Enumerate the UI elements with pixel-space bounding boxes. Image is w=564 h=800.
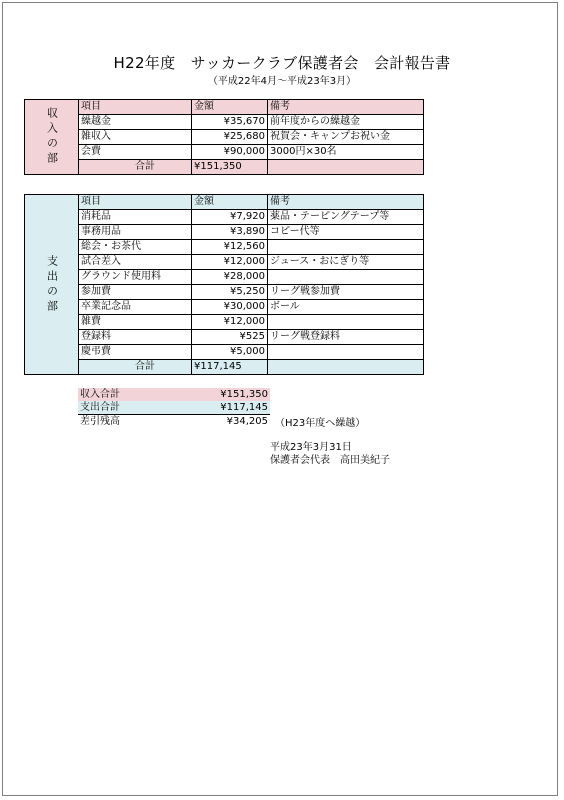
report-title: H22年度 サッカークラブ保護者会 会計報告書	[113, 54, 451, 72]
summary-block	[78, 388, 270, 428]
expense-row	[25, 315, 424, 330]
expense-cell-note	[268, 240, 424, 255]
expense-cell-note: ボール	[268, 300, 424, 315]
expense-cell-item: 消耗品	[79, 210, 192, 225]
summary-balance-value: ¥34,205	[226, 416, 268, 427]
expense-total-value: ¥117,145	[192, 360, 268, 375]
expense-header-note: 備考	[268, 195, 424, 210]
expense-cell-item: 総会・お茶代	[79, 240, 192, 255]
income-cell-item: 会費	[79, 145, 192, 160]
summary-balance-label: 差引残高	[80, 416, 120, 427]
expense-section-label: 支出の部	[25, 195, 79, 375]
income-total-note	[268, 160, 424, 175]
income-section-label: 収入の部	[25, 100, 79, 175]
income-header-row	[25, 100, 424, 115]
expense-cell-item: 参加費	[79, 285, 192, 300]
expense-cell-amount: ¥30,000	[192, 300, 268, 315]
expense-row	[25, 345, 424, 360]
expense-row	[25, 300, 424, 315]
carryover-note: （H23年度へ繰越）	[275, 418, 366, 429]
signature-representative: 保護者会代表 高田美紀子	[270, 455, 390, 466]
summary-expense-label: 支出合計	[80, 402, 120, 413]
expense-cell-note: リーグ戦参加費	[268, 285, 424, 300]
expense-cell-amount: ¥3,890	[192, 225, 268, 240]
expense-total-label: 合計	[79, 360, 192, 375]
expense-cell-amount: ¥7,920	[192, 210, 268, 225]
expense-row	[25, 285, 424, 300]
expense-total-row	[25, 360, 424, 375]
expense-cell-item: 卒業記念品	[79, 300, 192, 315]
income-row	[25, 145, 424, 160]
expense-cell-amount: ¥12,000	[192, 315, 268, 330]
expense-cell-amount: ¥5,250	[192, 285, 268, 300]
expense-cell-amount: ¥12,560	[192, 240, 268, 255]
expense-cell-note: 薬品・テーピングテープ等	[268, 210, 424, 225]
expense-cell-note: リーグ戦登録料	[268, 330, 424, 345]
report-period: （平成22年4月～平成23年3月）	[207, 76, 357, 87]
expense-row	[25, 210, 424, 225]
signature-date: 平成23年3月31日	[270, 442, 352, 453]
expense-table	[24, 194, 424, 375]
summary-income-value: ¥151,350	[220, 389, 268, 400]
expense-header-item: 項目	[79, 195, 192, 210]
income-total-label: 合計	[79, 160, 192, 175]
expense-cell-item: 慶弔費	[79, 345, 192, 360]
summary-expense-value: ¥117,145	[220, 402, 268, 413]
income-cell-amount: ¥90,000	[192, 145, 268, 160]
income-cell-amount: ¥35,670	[192, 115, 268, 130]
expense-cell-item: 雑費	[79, 315, 192, 330]
income-header-item: 項目	[79, 100, 192, 115]
summary-income-row	[78, 388, 270, 401]
expense-cell-item: 試合差入	[79, 255, 192, 270]
income-cell-item: 雑収入	[79, 130, 192, 145]
summary-income-label: 収入合計	[80, 389, 120, 400]
expense-cell-amount: ¥28,000	[192, 270, 268, 285]
income-row	[25, 115, 424, 130]
income-total-row	[25, 160, 424, 175]
income-total-value: ¥151,350	[192, 160, 268, 175]
expense-cell-note	[268, 345, 424, 360]
expense-row	[25, 240, 424, 255]
income-cell-item: 繰越金	[79, 115, 192, 130]
expense-header-row	[25, 195, 424, 210]
income-cell-note: 祝賀会・キャンプお祝い金	[268, 130, 424, 145]
expense-row	[25, 225, 424, 240]
income-cell-note: 前年度からの繰越金	[268, 115, 424, 130]
summary-expense-row	[78, 401, 270, 414]
expense-header-amount: 金額	[192, 195, 268, 210]
summary-balance-row	[78, 414, 270, 428]
income-table	[24, 99, 424, 175]
expense-cell-note	[268, 270, 424, 285]
expense-cell-item: 事務用品	[79, 225, 192, 240]
expense-cell-item: 登録料	[79, 330, 192, 345]
expense-row	[25, 330, 424, 345]
expense-cell-note: コピー代等	[268, 225, 424, 240]
expense-cell-amount: ¥5,000	[192, 345, 268, 360]
income-cell-amount: ¥25,680	[192, 130, 268, 145]
expense-cell-note: ジュース・おにぎり等	[268, 255, 424, 270]
signature-block	[270, 441, 390, 467]
expense-cell-note	[268, 315, 424, 330]
expense-cell-amount: ¥12,000	[192, 255, 268, 270]
income-header-note: 備考	[268, 100, 424, 115]
expense-total-note	[268, 360, 424, 375]
income-row	[25, 130, 424, 145]
income-cell-note: 3000円×30名	[268, 145, 424, 160]
expense-row	[25, 255, 424, 270]
expense-cell-item: グラウンド使用料	[79, 270, 192, 285]
income-header-amount: 金額	[192, 100, 268, 115]
expense-cell-amount: ¥525	[192, 330, 268, 345]
expense-row	[25, 270, 424, 285]
